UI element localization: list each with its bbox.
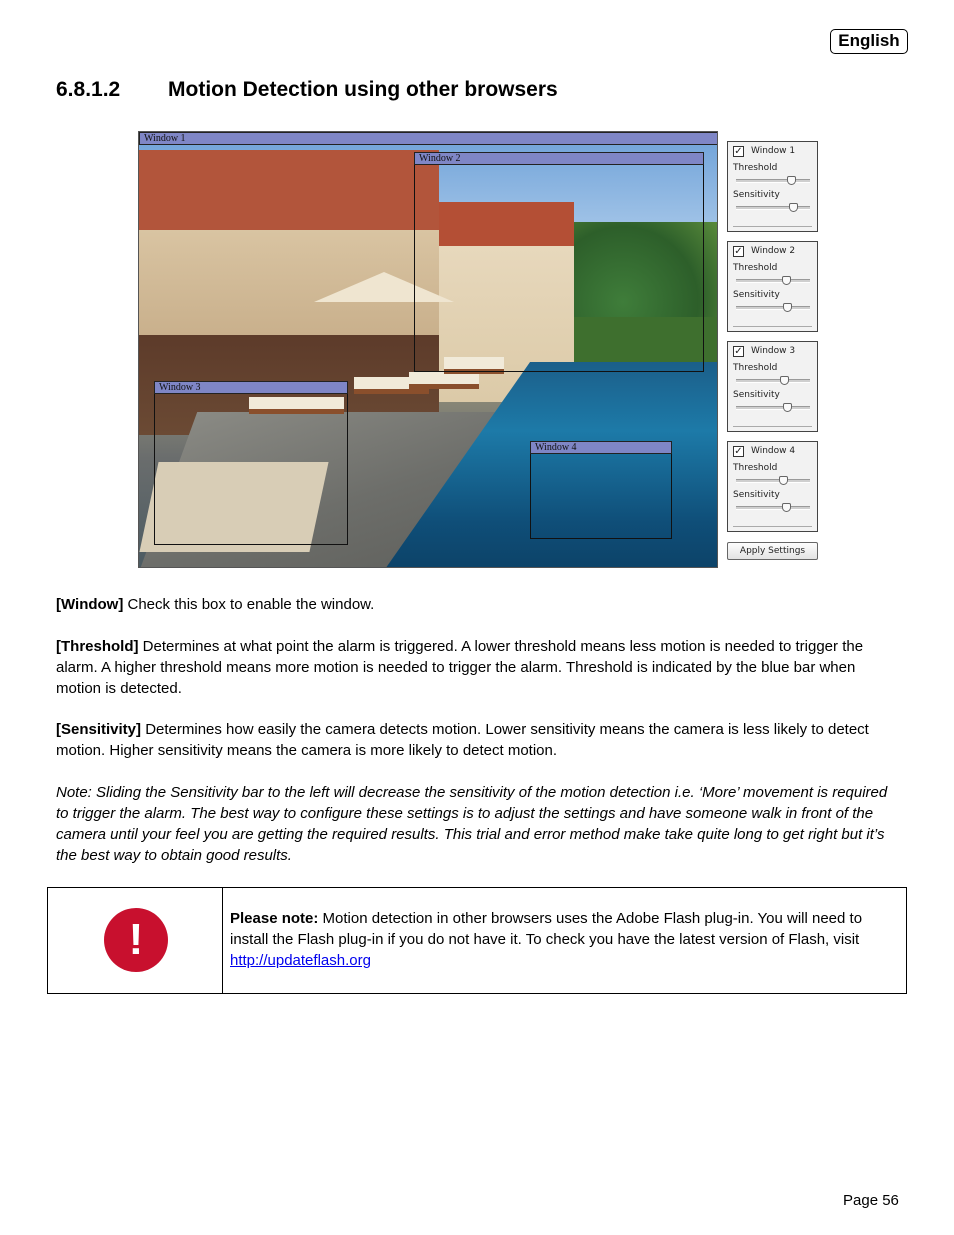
threshold-label: Threshold <box>733 263 778 273</box>
sensitivity-description-text: Determines how easily the camera detects motion. Lower sensitivity means the camera is less likely to detect motion. Higher sensitivity means the camera is more likely to detect motion. <box>56 721 869 759</box>
sensitivity-label: Sensitivity <box>733 290 780 300</box>
window-4-panel <box>727 441 818 532</box>
motion-window-4[interactable] <box>530 441 672 539</box>
motion-window-1-label[interactable]: Window 1 <box>139 132 718 145</box>
threshold-slider-track[interactable] <box>736 379 810 383</box>
panel-divider <box>733 326 812 327</box>
notice-label: Please note: <box>230 910 319 927</box>
threshold-slider-thumb[interactable] <box>779 476 788 485</box>
sensitivity-label: Sensitivity <box>733 190 780 200</box>
notice-divider <box>222 888 223 993</box>
threshold-label: Threshold <box>733 363 778 373</box>
window-1-panel-title: Window 1 <box>751 146 796 156</box>
threshold-label: Threshold <box>733 163 778 173</box>
window-term: [Window] <box>56 596 124 613</box>
section-title: Motion Detection using other browsers <box>168 78 558 101</box>
sensitivity-slider-track[interactable] <box>736 206 810 210</box>
page-number: Page 56 <box>843 1192 899 1209</box>
threshold-slider-track[interactable] <box>736 179 810 183</box>
updateflash-link[interactable]: http://updateflash.org <box>230 952 371 969</box>
sensitivity-label: Sensitivity <box>733 390 780 400</box>
sensitivity-slider-thumb[interactable] <box>789 203 798 212</box>
window-2-panel-title: Window 2 <box>751 246 796 256</box>
sensitivity-slider-thumb[interactable] <box>783 403 792 412</box>
threshold-slider-track[interactable] <box>736 279 810 283</box>
threshold-slider-thumb[interactable] <box>782 276 791 285</box>
motion-window-2-label[interactable]: Window 2 <box>414 152 704 165</box>
threshold-description <box>56 636 901 699</box>
section-heading <box>56 78 558 102</box>
threshold-slider-thumb[interactable] <box>780 376 789 385</box>
sensitivity-slider-track[interactable] <box>736 306 810 310</box>
window-3-panel-title: Window 3 <box>751 346 796 356</box>
sensitivity-note: Note: Sliding the Sensitivity bar to the left will decrease the sensitivity of the motion detection i.e. ‘More’ movement is required to trigger the alarm. The best way to configure these settings is to adjust the settings and have someone walk in front of the camera until your feel you are getting the required results. This trial and error method make take quite long to get right but it’s the best way to obtain good results. <box>56 784 888 864</box>
sensitivity-slider-track[interactable] <box>736 406 810 410</box>
panel-divider <box>733 526 812 527</box>
section-number: 6.8.1.2 <box>56 78 121 101</box>
motion-window-3-label[interactable]: Window 3 <box>154 381 348 394</box>
notice-text <box>230 908 895 971</box>
threshold-term: [Threshold] <box>56 638 139 655</box>
camera-view-image <box>138 131 718 568</box>
window-4-checkbox[interactable]: ✓ <box>734 446 743 457</box>
threshold-description-text: Determines at what point the alarm is triggered. A lower threshold means less motion is needed to trigger the alarm. A higher threshold means more motion is needed to trigger the alarm. Threshold is indicated by the blue bar when motion is detected. <box>56 638 864 697</box>
window-1-checkbox[interactable]: ✓ <box>734 146 743 157</box>
threshold-label: Threshold <box>733 463 778 473</box>
window-description <box>56 594 901 615</box>
sensitivity-label: Sensitivity <box>733 490 780 500</box>
window-3-panel <box>727 341 818 432</box>
motion-window-3[interactable] <box>154 381 348 545</box>
sensitivity-slider-track[interactable] <box>736 506 810 510</box>
panel-divider <box>733 226 812 227</box>
notice-body: Motion detection in other browsers uses the Adobe Flash plug-in. You will need to install the Flash plug-in if you do not have it. To check you have the latest version of Flash, visit <box>230 910 863 948</box>
window-2-panel <box>727 241 818 332</box>
panel-divider <box>733 426 812 427</box>
sensitivity-description <box>56 719 901 761</box>
threshold-slider-track[interactable] <box>736 479 810 483</box>
motion-window-2[interactable] <box>414 152 704 372</box>
window-3-checkbox[interactable]: ✓ <box>734 346 743 357</box>
camera-lounger <box>409 372 479 389</box>
sensitivity-slider-thumb[interactable] <box>782 503 791 512</box>
sensitivity-term: [Sensitivity] <box>56 721 142 738</box>
threshold-slider-thumb[interactable] <box>787 176 796 185</box>
apply-settings-button[interactable]: Apply Settings <box>727 542 818 560</box>
language-badge: English <box>830 29 908 54</box>
sensitivity-slider-thumb[interactable] <box>783 303 792 312</box>
motion-window-4-label[interactable]: Window 4 <box>530 441 672 454</box>
window-1-panel <box>727 141 818 232</box>
please-note-box <box>47 887 907 994</box>
exclamation-icon: ! <box>104 908 168 972</box>
window-2-checkbox[interactable]: ✓ <box>734 246 743 257</box>
window-4-panel-title: Window 4 <box>751 446 796 456</box>
window-description-text: Check this box to enable the window. <box>123 596 375 613</box>
